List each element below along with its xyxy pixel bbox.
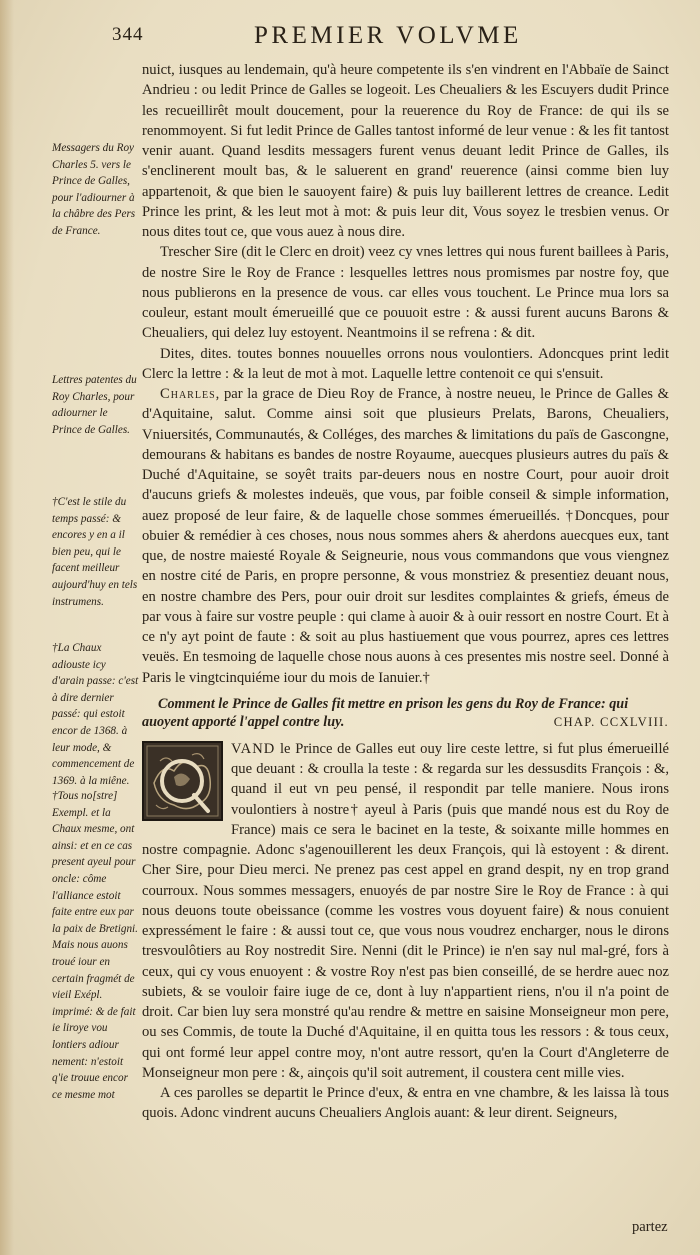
page-header bbox=[112, 22, 672, 52]
page-gutter-shadow bbox=[0, 0, 14, 1255]
ornamental-initial-q-icon bbox=[142, 741, 223, 821]
drop-lead: VAND bbox=[231, 740, 276, 757]
letter-paragraph bbox=[142, 384, 669, 688]
letter-sender-name: Charles bbox=[160, 386, 216, 402]
running-head: PREMIER VOLVME bbox=[254, 22, 522, 49]
paragraph: Dites, dites. toutes bonnes nouuelles orrons nous voulontiers. Adoncques print ledit Clerc la lettre : & la leut de mot à mot. Laquelle lettre contenoit ce qui s'ensuit. bbox=[142, 345, 669, 382]
margin-note-exemplaires: †Tous no[stre] Exempl. et la Chaux mesme, ont ainsi: et en ce cas present ayeul pour oncle: côme l'alliance estoit faite entre eux par la paix de Bretigni. Mais nous auons troué iour en certain fragmét de vieil Exépl. imprimé: & de fait ie liroye vou lontiers adiour nement: n'estoit q'ie trouue encor ce mesme mot bbox=[52, 790, 138, 1101]
margin-note-la-chaux: †La Chaux adiouste icy d'arain passe: c'est à dire dernier passé: qui estoit encor de 1368. à leur mode, & commencement de 1369. à la miêne. bbox=[52, 642, 139, 787]
catchword: partez bbox=[632, 1219, 668, 1235]
paragraph: nuict, iusques au lendemain, qu'à heure competente ils s'en vindrent en l'Abbaïe de Sainct Andrieu : ou ledit Prince de Galles se logeoit. Les Cheualiers & les Escuyers dudit Prince les recueillirêt moult doucement, pour la reuerence du Roy de France: de qui ils se renommoyent. Si fut ledit Prince de Galles tantost informé de leur venue : & les fit tantost venir auant. Quand lesdits messagers furent venus deuant ledit Prince de Galles, ils s'enclinerent moult bas, & le saluerent en grand' reuerence (ainsi comme bien luy appartenoit, & que bien le sauoyent faire) & puis luy baillerent lettres de creance. Ledit Prince les print, & les leut mot à mot: & puis leur dit, Vous soyez le tresbien venus. Or nous dites tout ce, que vous auez à nous dire. bbox=[142, 62, 669, 240]
chapter-heading bbox=[142, 695, 669, 731]
page-number: 344 bbox=[112, 24, 144, 45]
margin-note-style: †C'est le stile du temps passé: & encores y en a il bien peu, qui le facent meilleur aujourd'huy en tels instrumens. bbox=[52, 496, 138, 608]
chapter-opening bbox=[142, 739, 669, 1083]
chapter-title: Comment le Prince de Galles fit mettre en prison les gens du Roy de France: qui auoyent apporté l'appel contre luy. bbox=[142, 695, 629, 730]
letter-text: , par la grace de Dieu Roy de France, à nostre neueu, le Prince de Galles & d'Aquitaine, salut. Comme ainsi soit que plusieurs Prelats, Barons, Cheualiers, Vniuersités, Communautés, & Colléges, des marches & limitations du païs de Gascongne, demourans & habitans es bandes de nostre Royaume, auecques plusieurs autres du païs & Duché d'Aquitaine, se soyêt traits par-deuers nous en nostre Court, pour auoir droit d'aucuns griefs & molestes indeuës, que vous, par foible conseil & simple information, auez proposé de leur faire, & de laquelle chose sommes émerueillés. †Doncques, pour obuier & remédier à ces choses, nous nous sommes ahers & aherdons auecques eux, tant que, de nostre maiesté Royale & Seigneurie, nous vous commandons que vous viengnez en nostre cité de Paris, en propre personne, & vous monstriez & presentiez deuant nous, en nostre chambre des Pers, pour ouir droit sur lesdites complaintes & griefs, émeus de par vous à faire sur vostre peuple : qui clame à auoir & à ouir ressort en nostre Court. Et à ce n'y ayt point de faute : & soit au plus hastiuement que vous pourrez, apres ces lettres veuës. En tesmoing de laquelle chose nous auons à ces presentes mis nostre seel. Donné à Paris le vingtcinquiéme iour du mois de Ianuier.† bbox=[142, 386, 669, 686]
margin-note-letters-patent: Lettres patentes du Roy Charles, pour adiourner le Prince de Galles. bbox=[52, 374, 137, 436]
paragraph-text: le Prince de Galles eut ouy lire ceste lettre, si fut plus émerueillé que deuant : & croulla la teste : & regarda sur les dessusdits François : &, quand il eut vn peu pensé, il respondit par telle maniere. Nous irons voulontiers à nostre† ayeul à Paris (puis que mandé nous est du Roy de France) mais ce sera le bacinet en la teste, & soixante mille hommes en nostre compagnie. Adonc s'agenouillerent les deux François, qui là estoyent : & dirent. Cher Sire, pour Dieu merci. Ne prenez pas cest appel en grand despit, ny en trop grand courroux. Nous sommes messagers, enuoyés de par nostre Sire le Roy de France : à qui nous deuons toute obeissance (comme les vostres vous doyuent faire) & nous conuient expressément le faire : & aussi tout ce, que vous nous voudrez encharger, nous le dirons tresvoulôtiers au Roy nostredit Sire. Nenni (dit le Prince) ie n'en say nul mal-gré, fors à ceux, qui cy vous enuoyent : & vostre Roy n'est pas bien conseillé, de se herdre auec noz subiets, & se vouloir faire iuge de ce, dont à luy n'appartient riens, n'ou il n'a point de droit. Car bien luy sera monstré qu'au rendre & mettre en saisine Monseigneur mon pere, ou ses Commis, de toute la Duché d'Aquitaine, il en quitta tous les ressors : & tous ceux, qui ont formé leur appel contre moy, n'ont autre ressort, qu'en la Court d'Angleterre de Monseigneur mon pere : &, ainçois qu'il soit autrement, il coustera cent mille vies. bbox=[142, 740, 669, 1081]
paragraph: A ces parolles se departit le Prince d'eux, & entra en vne chambre, & les laissa là tous quois. Adonc vindrent aucuns Cheualiers Anglois auant: & leur dirent. Seigneurs, bbox=[142, 1085, 669, 1122]
chapter-number: CHAP. CCXLVIII. bbox=[553, 714, 669, 729]
main-text bbox=[142, 60, 669, 1124]
margin-note-messengers: Messagers du Roy Charles 5. vers le Prince de Galles, pour l'adiourner à la châbre des Pers de France. bbox=[52, 142, 136, 237]
paragraph: Trescher Sire (dit le Clerc en droit) veez cy vnes lettres qui nous furent baillees à Paris, de nostre Sire le Roy de France : lesquelles lettres nous promismes par nostre foy, que nous publierons en la presence de vous. car elles vous touchent. Le Prince mua lors sa couleur, estant moult émerueillé que ce pouuoit estre : & aussi furent aucuns Barons & Cheualiers, qui delez luy estoyent. Neantmoins il se refrena : & dit. bbox=[142, 244, 669, 342]
